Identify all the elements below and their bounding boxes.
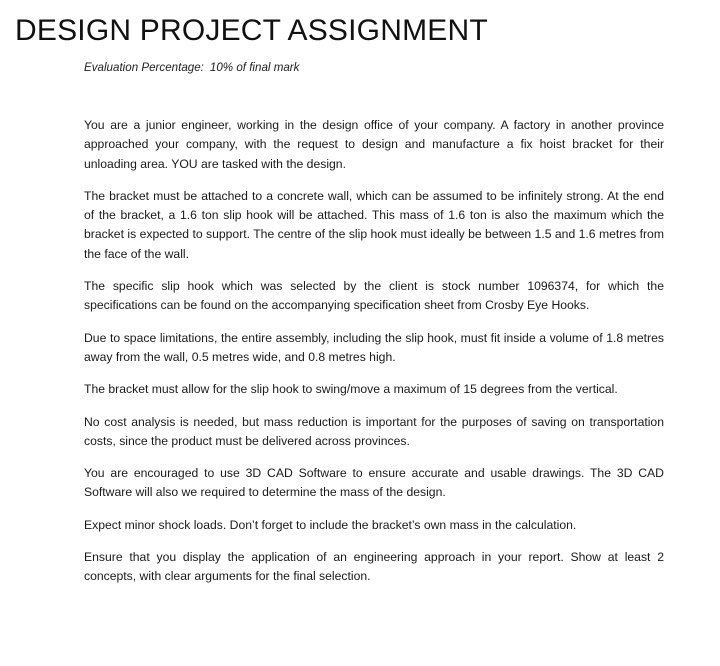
- paragraph-swing: The bracket must allow for the slip hook to swing/move a maximum of 15 degrees from the vertical.: [84, 382, 618, 397]
- paragraph-space-limitations: Due to space limitations, the entire assembly, including the slip hook, must fit inside a volume of 1.8 metres away from the wall, 0.5 metres wide, and 0.8 metres high.: [84, 330, 664, 364]
- evaluation-label: Evaluation Percentage:: [84, 61, 204, 74]
- paragraph-engineering-approach: Ensure that you display the application of an engineering approach in your report. Show at least 2 concepts, with clear arguments for the final selection.: [84, 550, 664, 584]
- paragraph-slip-hook: The specific slip hook which was selected by the client is stock number 1096374, for which the specifications can be found on the accompanying specification sheet from Crosby Eye Hooks.: [84, 279, 664, 313]
- paragraph-cad-software: You are encouraged to use 3D CAD Software to ensure accurate and usable drawings. The 3D CAD Software will also we required to determine the mass of the design.: [84, 466, 664, 500]
- paragraph-shock-loads: Expect minor shock loads. Don’t forget to include the bracket’s own mass in the calculation.: [84, 517, 577, 532]
- evaluation-value: 10% of final mark: [209, 61, 300, 74]
- paragraph-mass-reduction: No cost analysis is needed, but mass reduction is important for the purposes of saving on transportation costs, since the product must be delivered across provinces.: [84, 414, 664, 448]
- document-title: DESIGN PROJECT ASSIGNMENT: [15, 14, 488, 47]
- assignment-body: [84, 116, 664, 600]
- evaluation-line: [84, 61, 299, 74]
- paragraph-role: You are a junior engineer, working in the design office of your company. A factory in another province approached your company, with the request to design and manufacture a fix hoist bracket for their unloading area. YOU are tasked with the design.: [84, 118, 664, 171]
- paragraph-bracket-requirements: The bracket must be attached to a concrete wall, which can be assumed to be infinitely strong. At the end of the bracket, a 1.6 ton slip hook will be attached. This mass of 1.6 ton is also the maximum which the bracket is expected to support. The centre of the slip hook must ideally be between 1.5 and 1.6 metres from the face of the wall.: [84, 188, 664, 261]
